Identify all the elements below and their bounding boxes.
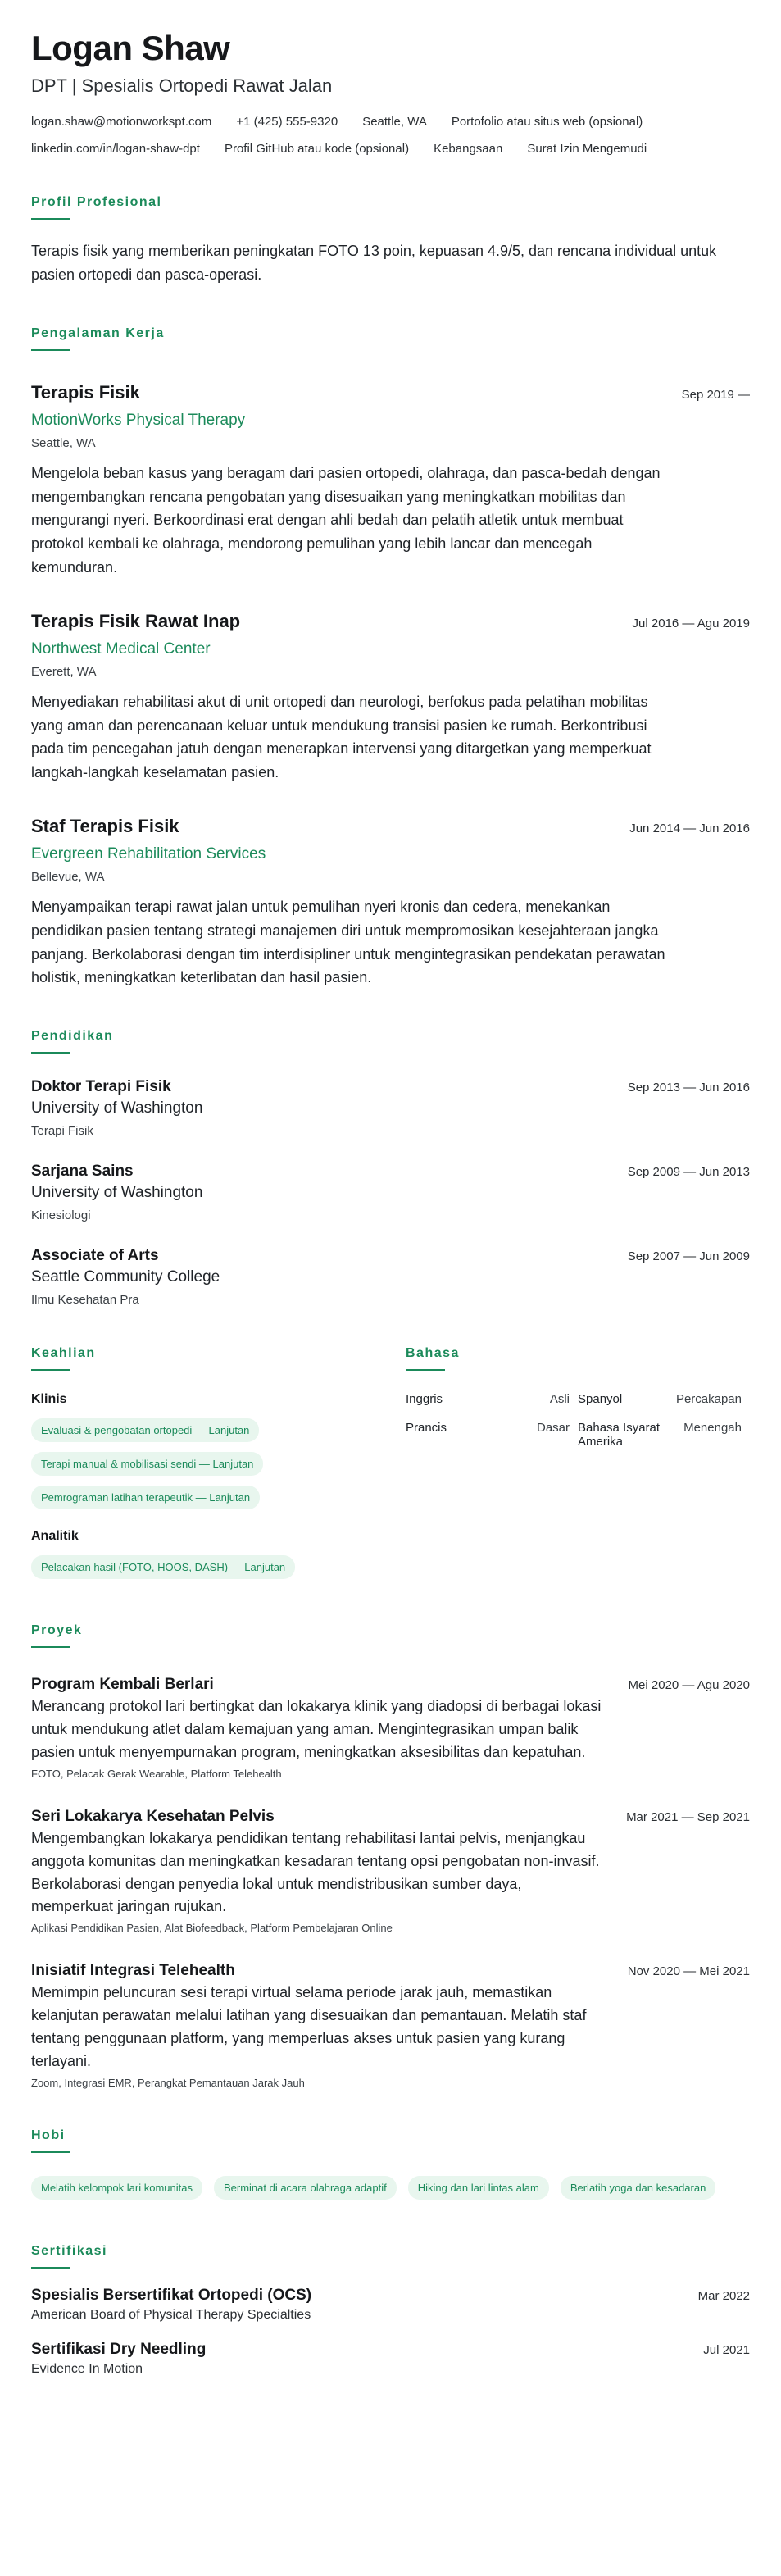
edu-school: University of Washington: [31, 1184, 203, 1202]
hobby-chip: Berlatih yoga dan kesadaran: [561, 2176, 716, 2200]
resume-header: [31, 30, 750, 156]
section-heading: Bahasa: [406, 1346, 460, 1361]
contact-linkedin[interactable]: linkedin.com/in/logan-shaw-dpt: [31, 142, 200, 157]
project-description: Memimpin peluncuran sesi terapi virtual selama periode jarak jauh, memastikan kelanjutan perawatan melalui latihan yang disesuaikan dan pemantauan. Melatih staf tentang penggunaan platform, yang memperluas akses untuk pasien yang kurang terlayani.: [31, 1984, 587, 2070]
section-heading: Keahlian: [31, 1346, 96, 1361]
education-entry: [31, 1078, 750, 1138]
edu-field: Kinesiologi: [31, 1208, 91, 1223]
section-heading: Pendidikan: [31, 1029, 114, 1044]
hobby-chip: Melatih kelompok lari komunitas: [31, 2176, 202, 2200]
job-description: Menyediakan rehabilitasi akut di unit ortopedi dan neurologi, berfokus pada pelatihan mobilitas yang aman dan perencanaan keluar untuk mendukung transisi pasien ke rumah. Berkontribusi pada tim pencegahan jatuh dengan menerapkan intervensi yang ditargetkan yang memperkuat langkah-langkah keselamatan pasien.: [31, 693, 652, 781]
language-level: Percakapan: [675, 1392, 742, 1407]
skill-chip-list: [31, 1550, 406, 1584]
job-company: MotionWorks Physical Therapy: [31, 411, 246, 429]
cert-issuer: Evidence In Motion: [31, 2361, 143, 2376]
hobby-chip: Hiking dan lari lintas alam: [408, 2176, 549, 2200]
contact-portfolio[interactable]: Portofolio atau situs web (opsional): [451, 115, 643, 130]
section-divider: [31, 2151, 70, 2153]
edu-degree: Doktor Terapi Fisik: [31, 1078, 171, 1096]
summary-section: [31, 195, 750, 287]
contact-nationality: Kebangsaan: [434, 142, 503, 157]
edu-school: University of Washington: [31, 1099, 203, 1117]
project-tools: Aplikasi Pendidikan Pasien, Alat Biofeedback, Platform Pembelajaran Online: [31, 1922, 393, 1935]
project-dates: Mei 2020 — Agu 2020: [628, 1678, 750, 1693]
skill-chip: Terapi manual & mobilisasi sendi — Lanjutan: [31, 1452, 263, 1476]
skill-group-title: Analitik: [31, 1529, 79, 1544]
language-level: Menengah: [683, 1421, 742, 1436]
skill-chip: Pemrograman latihan terapeutik — Lanjutan: [31, 1486, 260, 1509]
project-entry: [31, 1676, 750, 1780]
job-title: Terapis Fisik: [31, 381, 140, 403]
education-entry: [31, 1247, 750, 1307]
certifications-section: [31, 2244, 750, 2377]
contact-drivers-license: Surat Izin Mengemudi: [527, 142, 647, 157]
section-divider: [31, 1369, 70, 1371]
edu-dates: Sep 2013 — Jun 2016: [627, 1081, 750, 1095]
job-description: Mengelola beban kasus yang beragam dari pasien ortopedi, olahraga, dan pasca-bedah dengan mengembangkan rencana pengobatan yang disesuaikan yang meningkatkan mobilitas dan mengurangi nyeri. Berkoordinasi erat dengan ahli bedah dan pelatih atletik untuk membuat protokol kembali ke olahraga, mendorong pemulihan yang lebih lancar dan mencegah kemunduran.: [31, 464, 661, 576]
experience-section: [31, 326, 750, 990]
language-list: [406, 1392, 750, 1449]
job-dates: Jun 2014 — Jun 2016: [629, 821, 750, 835]
job-description: Menyampaikan terapi rawat jalan untuk pemulihan nyeri kronis dan cedera, menekankan pendidikan pasien tentang strategi manajemen diri untuk mempromosikan kesejahteraan jangka panjang. Berkolaborasi dengan tim interdisipliner untuk mengintegrasikan pendekatan perawatan holistik, meningkatkan keterlibatan dan hasil pasien.: [31, 898, 665, 986]
section-heading: Proyek: [31, 1623, 83, 1638]
edu-degree: Sarjana Sains: [31, 1163, 134, 1181]
job-location: Everett, WA: [31, 664, 97, 679]
project-tools: Zoom, Integrasi EMR, Perangkat Pemantauan Jarak Jauh: [31, 2076, 305, 2089]
section-heading: Hobi: [31, 2128, 66, 2142]
section-heading: Pengalaman Kerja: [31, 325, 165, 340]
job-entry: [31, 611, 750, 785]
section-heading: Profil Profesional: [31, 195, 162, 210]
language-name: Bahasa Isyarat Amerika: [578, 1421, 661, 1450]
edu-degree: Associate of Arts: [31, 1247, 159, 1265]
language-name: Spanyol: [578, 1392, 623, 1407]
education-section: [31, 1029, 750, 1307]
project-dates: Mar 2021 — Sep 2021: [626, 1809, 750, 1824]
job-dates: Sep 2019 —: [681, 387, 750, 402]
job-title: Terapis Fisik Rawat Inap: [31, 610, 241, 631]
project-name: Inisiatif Integrasi Telehealth: [31, 1962, 235, 1980]
section-divider: [31, 1052, 70, 1054]
project-description: Merancang protokol lari bertingkat dan lokakarya klinik yang diadopsi di berbagai lokasi untuk mendukung atlet dalam kemajuan yang aman. Mengintegrasikan umpan balik pasien untuk menyempurnakan program, meningkatkan aksesibilitas dan kepatuhan.: [31, 1698, 602, 1760]
edu-field: Ilmu Kesehatan Pra: [31, 1293, 139, 1308]
skills-section: [31, 1346, 406, 1584]
job-company: Evergreen Rehabilitation Services: [31, 844, 266, 862]
project-tools: FOTO, Pelacak Gerak Wearable, Platform Telehealth: [31, 1767, 282, 1780]
skill-chip: Evaluasi & pengobatan ortopedi — Lanjutan: [31, 1418, 259, 1442]
edu-school: Seattle Community College: [31, 1268, 220, 1286]
cert-date: Jul 2021: [703, 2342, 750, 2357]
section-divider: [406, 1369, 445, 1371]
section-divider: [31, 1646, 70, 1648]
job-location: Bellevue, WA: [31, 869, 105, 884]
languages-section: [406, 1346, 750, 1584]
contact-location: Seattle, WA: [362, 115, 427, 130]
skill-chip: Pelacakan hasil (FOTO, HOOS, DASH) — Lanjutan: [31, 1555, 295, 1579]
contact-phone[interactable]: +1 (425) 555-9320: [236, 115, 338, 130]
edu-field: Terapi Fisik: [31, 1124, 93, 1139]
summary-text: Terapis fisik yang memberikan peningkatan FOTO 13 poin, kepuasan 4.9/5, dan rencana individual untuk pasien ortopedi dan pasca-operasi.: [31, 243, 717, 283]
cert-date: Mar 2022: [697, 2288, 750, 2303]
section-heading: Sertifikasi: [31, 2243, 107, 2258]
section-divider: [31, 349, 70, 351]
edu-dates: Sep 2007 — Jun 2009: [627, 1249, 750, 1264]
section-divider: [31, 2267, 70, 2269]
projects-section: [31, 1623, 750, 2089]
job-entry: [31, 382, 750, 580]
education-entry: [31, 1163, 750, 1222]
job-entry: [31, 816, 750, 990]
contact-list: [31, 115, 750, 156]
job-title: Staf Terapis Fisik: [31, 815, 179, 836]
certification-entry: [31, 2287, 750, 2323]
language-level: Asli: [549, 1392, 570, 1407]
contact-github[interactable]: Profil GitHub atau kode (opsional): [224, 142, 410, 157]
edu-dates: Sep 2009 — Jun 2013: [627, 1165, 750, 1180]
project-entry: [31, 1808, 750, 1935]
skill-group-title: Klinis: [31, 1392, 67, 1407]
hobby-chip: Berminat di acara olahraga adaptif: [214, 2176, 397, 2200]
cert-name: Sertifikasi Dry Needling: [31, 2340, 207, 2358]
job-location: Seattle, WA: [31, 435, 96, 450]
project-name: Program Kembali Berlari: [31, 1676, 214, 1694]
skills-languages-row: [31, 1346, 750, 1584]
project-name: Seri Lokakarya Kesehatan Pelvis: [31, 1807, 275, 1825]
skill-chip-list: [31, 1413, 406, 1514]
section-divider: [31, 218, 70, 220]
contact-email[interactable]: logan.shaw@motionworkspt.com: [31, 115, 212, 130]
project-description: Mengembangkan lokakarya pendidikan tentang rehabilitasi lantai pelvis, menjangkau anggota komunitas dan meningkatkan kesadaran tentang opsi pengobatan non-invasif. Berkolaborasi dengan penyedia lokal untuk mendistribusikan sumber daya, memperkuat jaringan rujukan.: [31, 1829, 600, 1915]
hobby-chip-list: [31, 2171, 750, 2205]
hobbies-section: [31, 2128, 750, 2205]
project-dates: Nov 2020 — Mei 2021: [627, 1964, 750, 1979]
candidate-name: Logan Shaw: [31, 29, 230, 67]
job-dates: Jul 2016 — Agu 2019: [632, 616, 750, 630]
language-name: Inggris: [406, 1392, 443, 1407]
job-company: Northwest Medical Center: [31, 639, 211, 658]
cert-issuer: American Board of Physical Therapy Specialties: [31, 2307, 311, 2322]
project-entry: [31, 1962, 750, 2089]
language-name: Prancis: [406, 1421, 447, 1436]
language-level: Dasar: [536, 1421, 570, 1436]
cert-name: Spesialis Bersertifikat Ortopedi (OCS): [31, 2286, 312, 2304]
certification-entry: [31, 2341, 750, 2377]
candidate-title: DPT | Spesialis Ortopedi Rawat Jalan: [31, 75, 333, 97]
